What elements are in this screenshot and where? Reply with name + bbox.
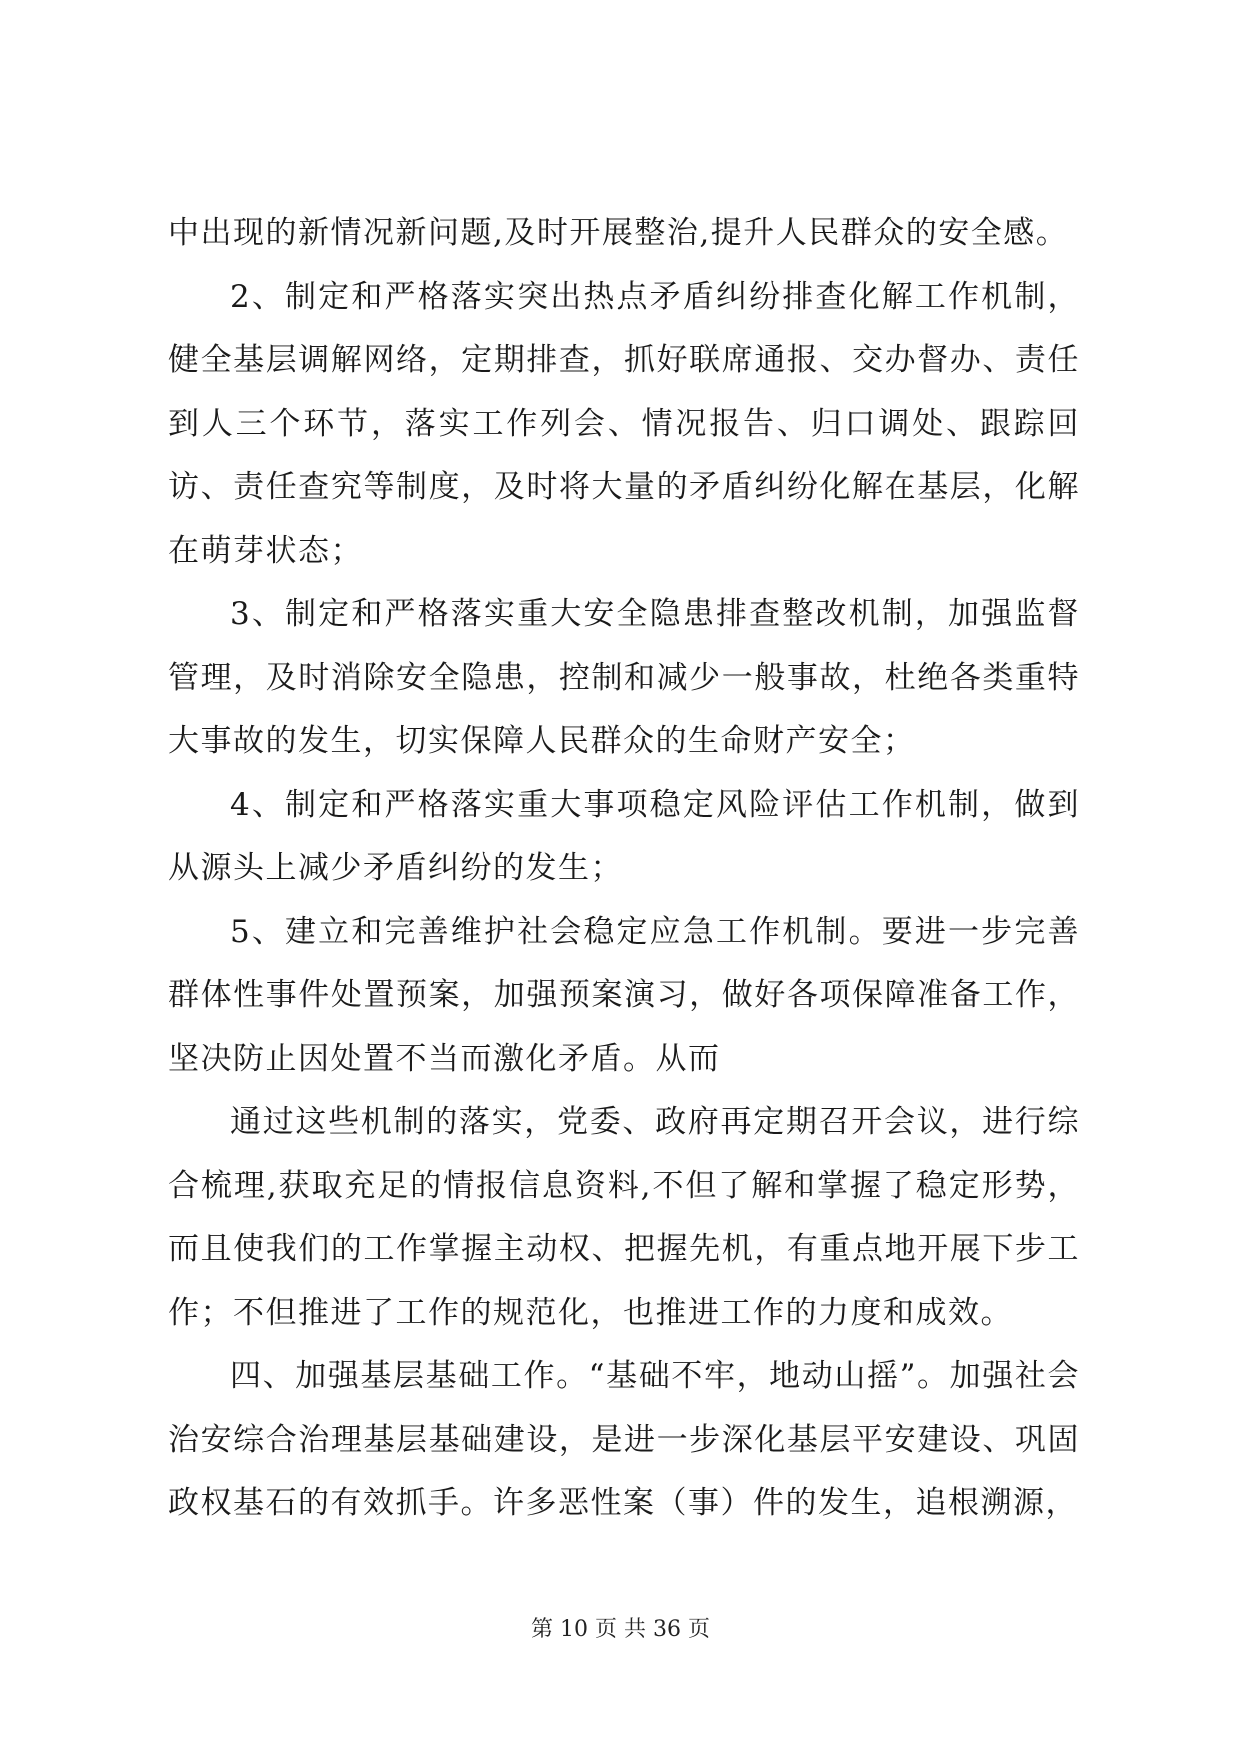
paragraph-item-5: 5、建立和完善维护社会稳定应急工作机制。要进一步完善群体性事件处置预案，加强预案演习，做好各项保障准备工作，坚决防止因处置不当而激化矛盾。从而 [168, 913, 1080, 1077]
paragraph-continuation: 中出现的新情况新问题,及时开展整治,提升人民群众的安全感。 [168, 215, 1069, 251]
page-footer: 第 10 页 共 36 页 [531, 1617, 710, 1642]
paragraph-item-3: 3、制定和严格落实重大安全隐患排查整改机制，加强监督管理，及时消除安全隐患，控制和减少一般事故，杜绝各类重特大事故的发生，切实保障人民群众的生命财产安全； [168, 596, 1080, 759]
document-body [168, 202, 1080, 1536]
paragraph-section-four: 四、加强基层基础工作。“基础不牢，地动山摇”。加强社会治安综合治理基层基础建设，是进一步深化基层平安建设、巩固政权基石的有效抓手。许多恶性案（事）件的发生，追根溯源， [168, 1358, 1080, 1521]
paragraph-summary: 通过这些机制的落实，党委、政府再定期召开会议，进行综合梳理,获取充足的情报信息资料,不但了解和掌握了稳定形势，而且使我们的工作掌握主动权、把握先机，有重点地开展下步工作；不但推进了工作的规范化，也推进工作的力度和成效。 [168, 1104, 1080, 1331]
paragraph-item-4: 4、制定和严格落实重大事项稳定风险评估工作机制，做到从源头上减少矛盾纠纷的发生； [168, 786, 1080, 886]
paragraph-item-2: 2、制定和严格落实突出热点矛盾纠纷排查化解工作机制，健全基层调解网络，定期排查，抓好联席通报、交办督办、责任到人三个环节，落实工作列会、情况报告、归口调处、跟踪回访、责任查究等制度，及时将大量的矛盾纠纷化解在基层，化解在萌芽状态； [168, 278, 1080, 569]
